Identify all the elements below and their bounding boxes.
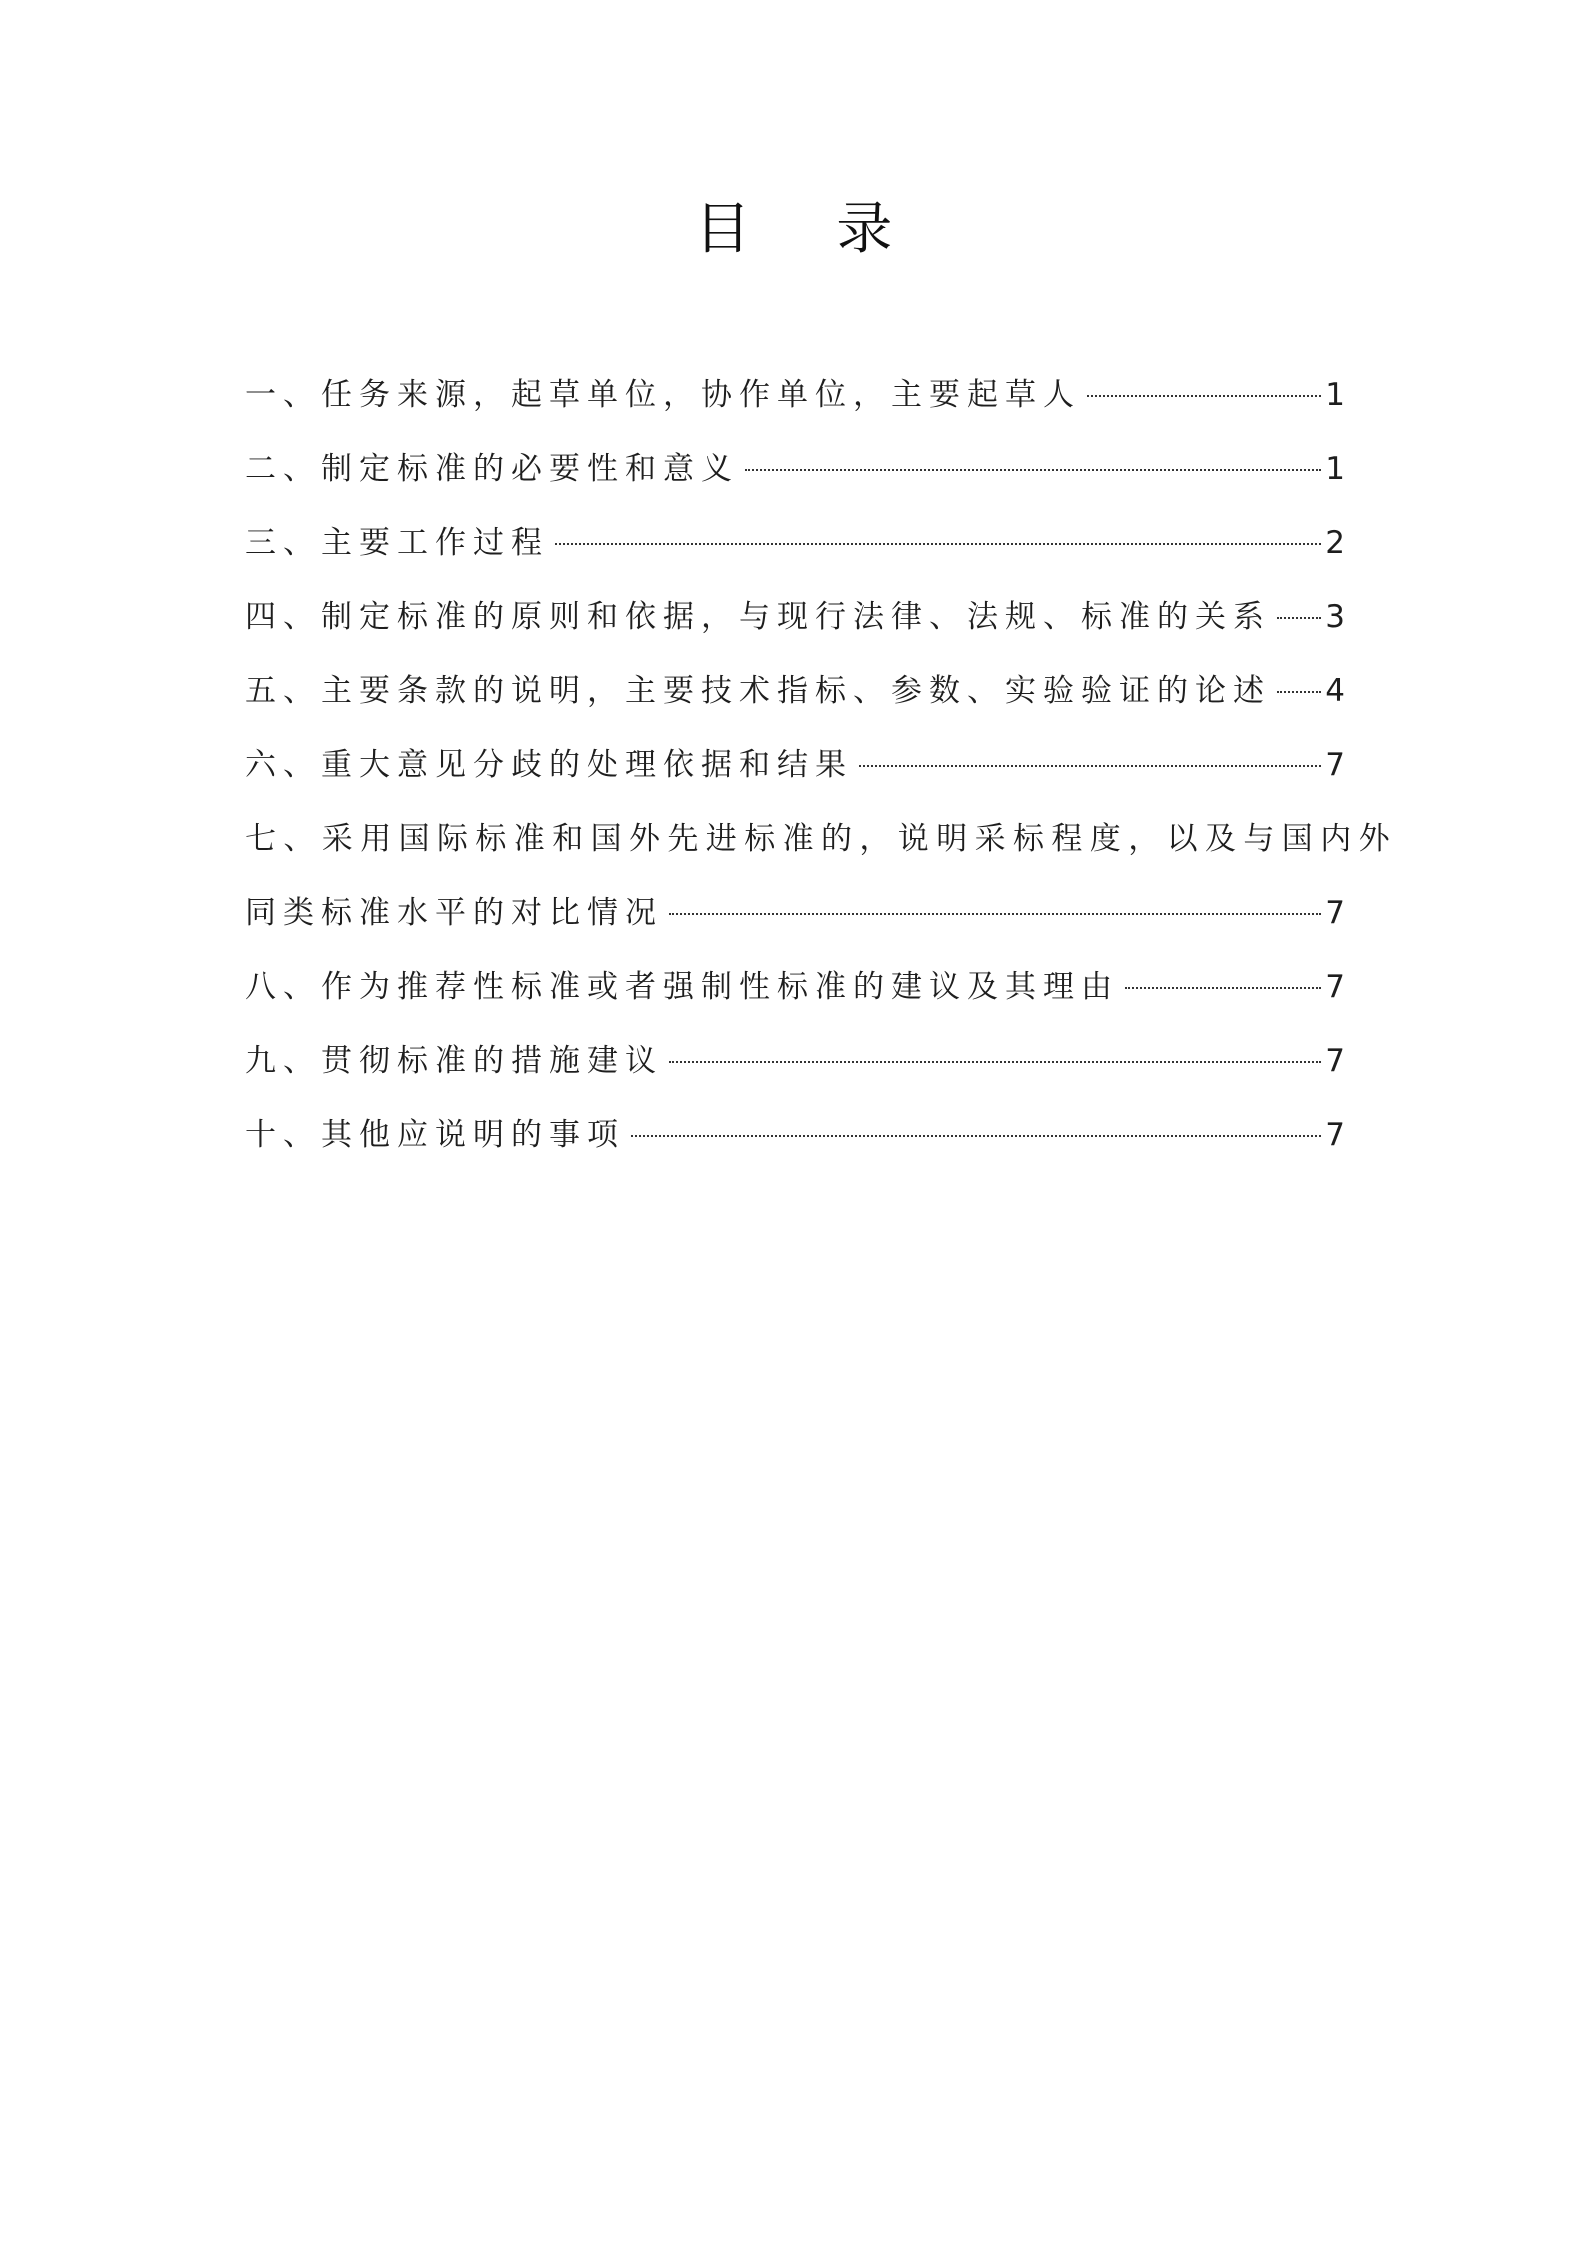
toc-entry-5[interactable] xyxy=(245,654,1345,728)
toc-entry-text: 二、制定标准的必要性和意义 xyxy=(245,451,739,487)
toc-page-number: 7 xyxy=(1325,1117,1345,1153)
toc-entry-8[interactable] xyxy=(245,950,1345,1024)
toc-entry-text-line1: 七、采用国际标准和国外先进标准的，说明采标程度，以及与国内外 xyxy=(245,821,1397,857)
dot-leader xyxy=(669,1061,1321,1063)
page-title: 目 录 xyxy=(694,197,927,262)
toc-entry-text: 六、重大意见分歧的处理依据和结果 xyxy=(245,747,853,783)
dot-leader xyxy=(1087,395,1321,397)
toc-page-number: 3 xyxy=(1325,599,1345,635)
dot-leader xyxy=(745,469,1321,471)
toc-page-number: 7 xyxy=(1325,1043,1345,1079)
dot-leader xyxy=(1277,617,1321,619)
toc-entry-text: 八、作为推荐性标准或者强制性标准的建议及其理由 xyxy=(245,969,1119,1005)
toc-entry-4[interactable] xyxy=(245,580,1345,654)
table-of-contents xyxy=(245,358,1397,1172)
toc-entry-3[interactable] xyxy=(245,506,1345,580)
toc-entry-9[interactable] xyxy=(245,1024,1345,1098)
toc-entry-text: 五、主要条款的说明，主要技术指标、参数、实验验证的论述 xyxy=(245,673,1271,709)
toc-page-number: 7 xyxy=(1325,969,1345,1005)
toc-entry-10[interactable] xyxy=(245,1098,1345,1172)
toc-page-number: 7 xyxy=(1325,895,1345,931)
toc-entry-6[interactable] xyxy=(245,728,1345,802)
dot-leader xyxy=(669,913,1321,915)
dot-leader xyxy=(1277,691,1321,693)
toc-page-number: 4 xyxy=(1325,673,1345,709)
toc-page-number: 1 xyxy=(1325,451,1345,487)
dot-leader xyxy=(631,1135,1321,1137)
toc-entry-2[interactable] xyxy=(245,432,1345,506)
dot-leader xyxy=(1125,987,1321,989)
toc-entry-text: 十、其他应说明的事项 xyxy=(245,1117,625,1153)
toc-entry-1[interactable] xyxy=(245,358,1345,432)
toc-entry-text-line2: 同类标准水平的对比情况 xyxy=(245,895,663,931)
toc-page-number: 1 xyxy=(1325,377,1345,413)
dot-leader xyxy=(555,543,1321,545)
toc-page-number: 2 xyxy=(1325,525,1345,561)
toc-entry-7[interactable] xyxy=(245,802,1397,950)
toc-entry-text: 九、贯彻标准的措施建议 xyxy=(245,1043,663,1079)
dot-leader xyxy=(859,765,1321,767)
toc-page-number: 7 xyxy=(1325,747,1345,783)
toc-entry-text: 四、制定标准的原则和依据，与现行法律、法规、标准的关系 xyxy=(245,599,1271,635)
toc-entry-text: 一、任务来源，起草单位，协作单位，主要起草人 xyxy=(245,377,1081,413)
toc-entry-text: 三、主要工作过程 xyxy=(245,525,549,561)
